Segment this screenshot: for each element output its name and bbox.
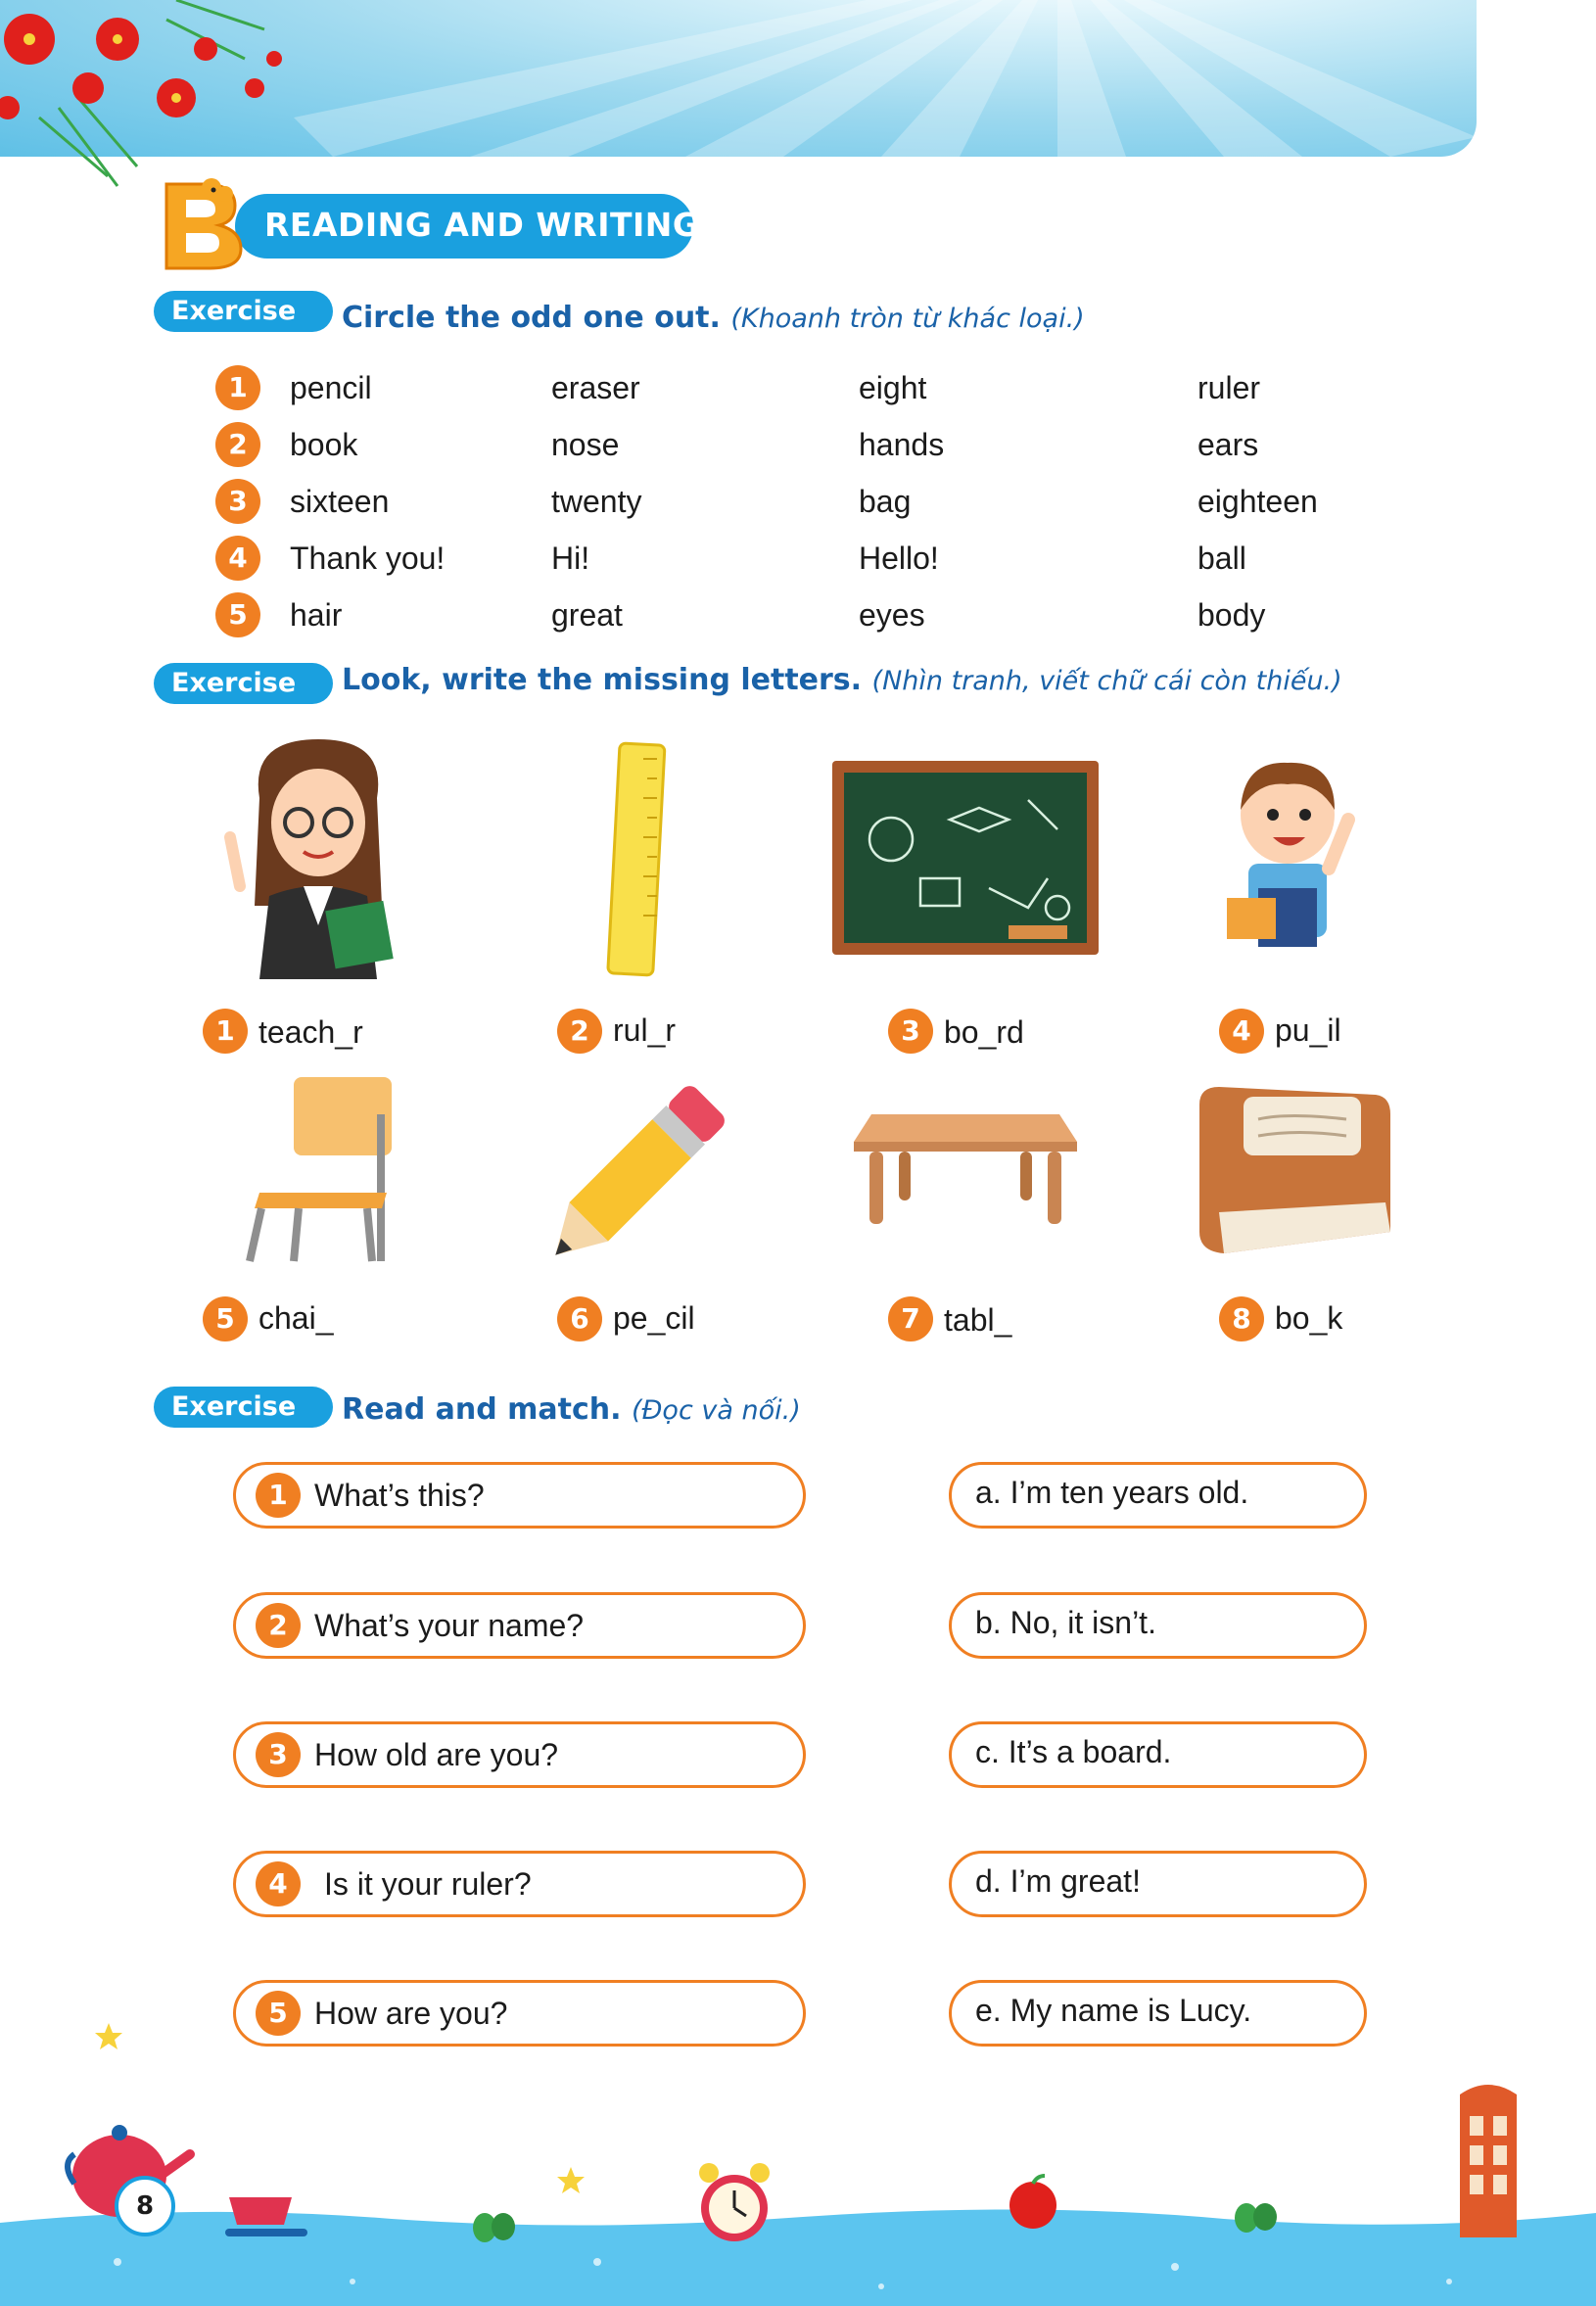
answer-text: e. My name is Lucy. bbox=[975, 1993, 1252, 2028]
word-option[interactable]: pencil bbox=[290, 370, 372, 405]
question-number: 3 bbox=[256, 1732, 301, 1777]
exercise-4-label: Exercise 4 bbox=[154, 291, 333, 332]
missing-letter-word[interactable]: rul_r bbox=[613, 1012, 677, 1048]
word-option[interactable]: ball bbox=[1197, 541, 1246, 576]
item-number: 6 bbox=[557, 1296, 602, 1341]
star-icon bbox=[94, 2022, 123, 2051]
item-number: 1 bbox=[203, 1009, 248, 1054]
word-option[interactable]: book bbox=[290, 427, 358, 462]
answer-box[interactable] bbox=[949, 1721, 1367, 1788]
word-option[interactable]: Thank you! bbox=[290, 541, 446, 576]
ruler-icon bbox=[592, 739, 681, 979]
missing-letter-word[interactable]: chai_ bbox=[258, 1300, 334, 1336]
missing-letter-word[interactable]: teach_r bbox=[258, 1014, 363, 1050]
teacup-icon bbox=[223, 2191, 311, 2240]
row-number: 1 bbox=[215, 365, 260, 410]
word-option[interactable]: eighteen bbox=[1197, 484, 1318, 519]
word-option[interactable]: eight bbox=[859, 370, 927, 405]
word-option[interactable]: bag bbox=[859, 484, 912, 519]
question-text: Is it your ruler? bbox=[324, 1866, 532, 1902]
question-text: What’s this? bbox=[314, 1478, 485, 1513]
question-text: How old are you? bbox=[314, 1737, 559, 1772]
missing-letter-word[interactable]: pu_il bbox=[1275, 1012, 1341, 1048]
question-box[interactable] bbox=[233, 1851, 806, 1917]
word-option[interactable]: Hi! bbox=[551, 541, 590, 576]
question-number: 5 bbox=[256, 1991, 301, 2036]
word-option[interactable]: twenty bbox=[551, 484, 642, 519]
letter-b-icon bbox=[157, 178, 245, 272]
plant-icon bbox=[1232, 2193, 1281, 2233]
answer-box[interactable] bbox=[949, 1462, 1367, 1529]
question-number: 2 bbox=[256, 1603, 301, 1648]
question-box[interactable] bbox=[233, 1721, 806, 1788]
exercise-6-title-en: Read and match. bbox=[342, 1392, 622, 1427]
question-number: 4 bbox=[256, 1861, 301, 1906]
item-number: 5 bbox=[203, 1296, 248, 1341]
item-number: 3 bbox=[888, 1009, 933, 1054]
alarm-clock-icon bbox=[695, 2159, 774, 2247]
question-box[interactable] bbox=[233, 1462, 806, 1529]
row-number: 2 bbox=[215, 422, 260, 467]
teacher-icon bbox=[220, 739, 416, 979]
answer-box[interactable] bbox=[949, 1851, 1367, 1917]
apple-icon bbox=[1004, 2172, 1062, 2231]
missing-letter-word[interactable]: bo_rd bbox=[944, 1014, 1024, 1050]
chair-icon bbox=[240, 1075, 397, 1266]
telephone-box-icon bbox=[1454, 2081, 1523, 2237]
row-number: 4 bbox=[215, 536, 260, 581]
answer-text: c. It’s a board. bbox=[975, 1734, 1172, 1769]
item-number: 2 bbox=[557, 1009, 602, 1054]
exercise-4-title-vi: (Khoanh tròn từ khác loại.) bbox=[730, 304, 1085, 334]
word-option[interactable]: nose bbox=[551, 427, 620, 462]
flower-decoration bbox=[0, 0, 313, 196]
word-option[interactable]: body bbox=[1197, 597, 1266, 633]
word-option[interactable]: eraser bbox=[551, 370, 640, 405]
item-number: 4 bbox=[1219, 1009, 1264, 1054]
answer-text: b. No, it isn’t. bbox=[975, 1605, 1156, 1640]
book-icon bbox=[1190, 1085, 1395, 1256]
answer-box[interactable] bbox=[949, 1592, 1367, 1659]
pupil-icon bbox=[1219, 761, 1361, 957]
exercise-6-title bbox=[342, 1392, 801, 1427]
row-number: 5 bbox=[215, 592, 260, 637]
exercise-5-title bbox=[342, 663, 1342, 697]
word-option[interactable]: ears bbox=[1197, 427, 1259, 462]
page-number: 8 bbox=[115, 2176, 175, 2236]
word-option[interactable]: ruler bbox=[1197, 370, 1261, 405]
exercise-5-label: Exercise 5 bbox=[154, 663, 333, 704]
plant-icon bbox=[470, 2203, 519, 2242]
word-option[interactable]: eyes bbox=[859, 597, 925, 633]
exercise-5-title-en: Look, write the missing letters. bbox=[342, 663, 863, 697]
exercise-4-title-en: Circle the odd one out. bbox=[342, 301, 721, 335]
exercise-4-title bbox=[342, 301, 1085, 335]
pencil-icon bbox=[548, 1081, 725, 1267]
missing-letter-word[interactable]: pe_cil bbox=[613, 1300, 695, 1336]
word-option[interactable]: sixteen bbox=[290, 484, 390, 519]
row-number: 3 bbox=[215, 479, 260, 524]
exercise-6-label: Exercise 6 bbox=[154, 1387, 333, 1428]
table-icon bbox=[852, 1112, 1079, 1230]
word-option[interactable]: great bbox=[551, 597, 623, 633]
star-icon bbox=[556, 2166, 586, 2195]
word-option[interactable]: Hello! bbox=[859, 541, 939, 576]
question-box[interactable] bbox=[233, 1980, 806, 2047]
question-text: How are you? bbox=[314, 1996, 508, 2031]
question-number: 1 bbox=[256, 1473, 301, 1518]
question-box[interactable] bbox=[233, 1592, 806, 1659]
missing-letter-word[interactable]: tabl_ bbox=[944, 1302, 1012, 1338]
word-option[interactable]: hair bbox=[290, 597, 343, 633]
answer-box[interactable] bbox=[949, 1980, 1367, 2047]
item-number: 7 bbox=[888, 1296, 933, 1341]
answer-text: a. I’m ten years old. bbox=[975, 1475, 1249, 1510]
exercise-6-title-vi: (Đọc và nối.) bbox=[631, 1395, 801, 1426]
section-title: READING AND WRITING bbox=[264, 206, 700, 244]
missing-letter-word[interactable]: bo_k bbox=[1275, 1300, 1343, 1336]
answer-text: d. I’m great! bbox=[975, 1863, 1141, 1899]
question-text: What’s your name? bbox=[314, 1608, 585, 1643]
exercise-5-title-vi: (Nhìn tranh, viết chữ cái còn thiếu.) bbox=[871, 666, 1342, 696]
board-icon bbox=[832, 761, 1099, 957]
word-option[interactable]: hands bbox=[859, 427, 945, 462]
item-number: 8 bbox=[1219, 1296, 1264, 1341]
